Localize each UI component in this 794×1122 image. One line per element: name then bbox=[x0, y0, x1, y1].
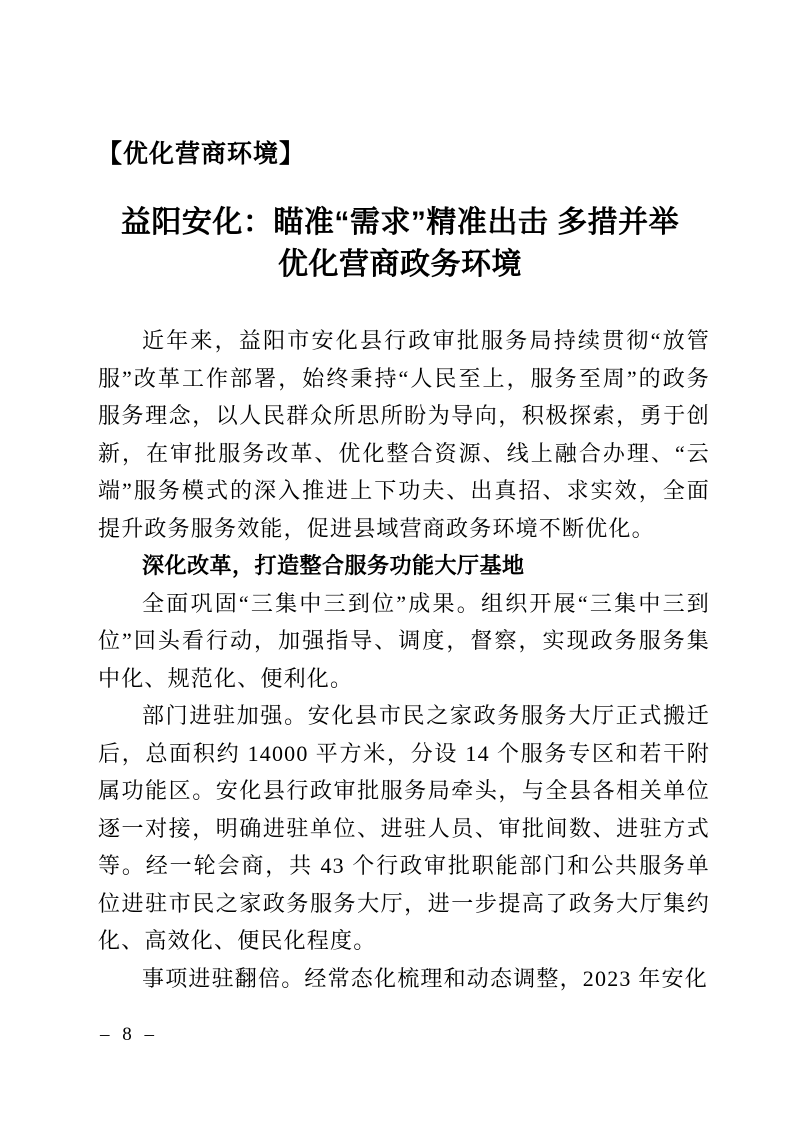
paragraph-intro: 近年来，益阳市安化县行政审批服务局持续贯彻“放管服”改革工作部署，始终秉持“人民至上，服务至周”的政务服务理念，以人民群众所思所盼为导向，积极探索，勇于创新，在审批服务改革、优化整合资源、线上融合办理、“云端”服务模式的深入推进上下功夫、出真招、求实效，全面提升政务服务效能，促进县域营商政务环境不断优化。 bbox=[98, 328, 710, 541]
document-body bbox=[98, 322, 710, 997]
document-title-line1: 益阳安化：瞄准“需求”精准出击 多措并举 bbox=[120, 206, 680, 239]
paragraph-items: 事项进驻翻倍。经常态化梳理和动态调整，2023 年安化 bbox=[142, 965, 708, 991]
document-title-line2: 优化营商政务环境 bbox=[278, 248, 522, 281]
paragraph-departments: 部门进驻加强。安化县市民之家政务服务大厅正式搬迁后，总面积约 14000 平方米，分设 14 个服务专区和若干附属功能区。安化县行政审批服务局牵头，与全县各相关单位逐一对接，明确进驻单位、进驻人员、审批间数、进驻方式等。经一轮会商，共 43 个行政审批职能部门和公共服务单位进驻市民之家政务服务大厅，进一步提高了政务大厅集约化、高效化、便民化程度。 bbox=[98, 703, 710, 953]
document-title bbox=[90, 202, 710, 286]
page-number: – 8 – bbox=[100, 1024, 158, 1045]
body-subtitle: 深化改革，打造整合服务功能大厅基地 bbox=[142, 553, 525, 578]
section-header: 【优化营商环境】 bbox=[97, 140, 306, 168]
paragraph-consolidation: 全面巩固“三集中三到位”成果。组织开展“三集中三到位”回头看行动，加强指导、调度，督察，实现政务服务集中化、规范化、便利化。 bbox=[98, 590, 710, 691]
